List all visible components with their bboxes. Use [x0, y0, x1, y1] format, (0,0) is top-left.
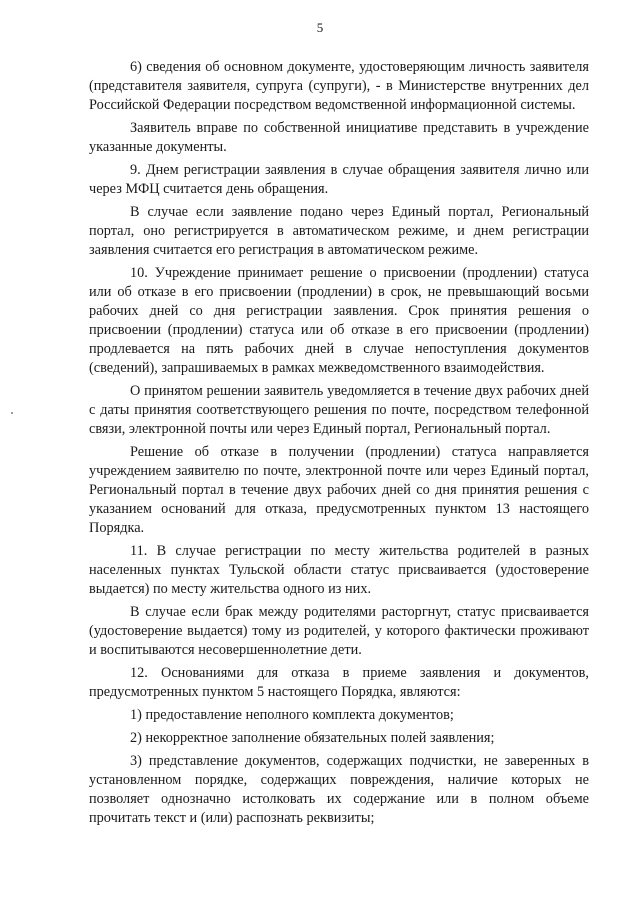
- paragraph-9-registration-day: 9. Днем регистрации заявления в случае обращения заявителя лично или через МФЦ считается день обращения.: [89, 162, 589, 197]
- paragraph-refusal-decision: Решение об отказе в получении (продлении) статуса направляется учреждением заявителю по почте, электронной почте или через Единый портал, Региональный портал в течение двух рабочих дней со дня принятия решения с указанием оснований для отказа, предусмотренных пунктом 13 настоящего Порядка.: [89, 444, 589, 536]
- paragraph-decision-notification: О принятом решении заявитель уведомляется в течение двух рабочих дней с даты принятия соответствующего решения по почте, посредством телефонной связи, электронной почты или через Единый портал, Региональный портал.: [89, 383, 589, 437]
- document-body: [89, 58, 589, 832]
- paragraph-12-refusal-grounds: 12. Основаниями для отказа в приеме заявления и документов, предусмотренных пунктом 5 настоящего Порядка, являются:: [89, 665, 589, 700]
- list-item-incorrect-fields: 2) некорректное заполнение обязательных полей заявления;: [130, 730, 495, 746]
- list-item-damaged-documents: 3) представление документов, содержащих подчистки, не заверенных в установленном порядке, содержащих повреждения, наличие которых не позволяет однозначно истолковать их содержание или в полном объеме прочитать текст и (или) распознать реквизиты;: [89, 753, 589, 826]
- paragraph-applicant-right: Заявитель вправе по собственной инициативе представить в учреждение указанные документы.: [89, 120, 589, 155]
- paragraph-10-decision-term: 10. Учреждение принимает решение о присвоении (продлении) статуса или об отказе в его присвоении (продлении) в срок, не превышающий восьми рабочих дней со дня регистрации заявления. Срок принятия решения о присвоении (продлении) статуса или об отказе в его присвоении (продлении) продлевается на пять рабочих дней в случае непоступления документов (сведений), запрашиваемых в рамках межведомственного взаимодействия.: [89, 265, 589, 376]
- scan-margin-mark: [11, 412, 13, 414]
- paragraph-11-residence: 11. В случае регистрации по месту жительства родителей в разных населенных пунктах Тульской области статус присваивается (удостоверение выдается) по месту жительства одного из них.: [89, 543, 589, 597]
- list-item-incomplete-documents: 1) предоставление неполного комплекта документов;: [130, 707, 454, 723]
- page-number: 5: [316, 20, 324, 35]
- paragraph-portal-registration: В случае если заявление подано через Единый портал, Региональный портал, оно регистрируется в автоматическом режиме, и днем регистрации заявления считается его регистрация в автоматическом режиме.: [89, 204, 589, 258]
- paragraph-divorce-case: В случае если брак между родителями расторгнут, статус присваивается (удостоверение выдается) тому из родителей, у которого фактически проживают и воспитываются несовершеннолетние дети.: [89, 604, 589, 658]
- paragraph-item-6-passport-info: 6) сведения об основном документе, удостоверяющим личность заявителя (представителя заявителя, супруга (супруги), - в Министерстве внутренних дел Российской Федерации посредством ведомственной информационной системы.: [89, 59, 589, 113]
